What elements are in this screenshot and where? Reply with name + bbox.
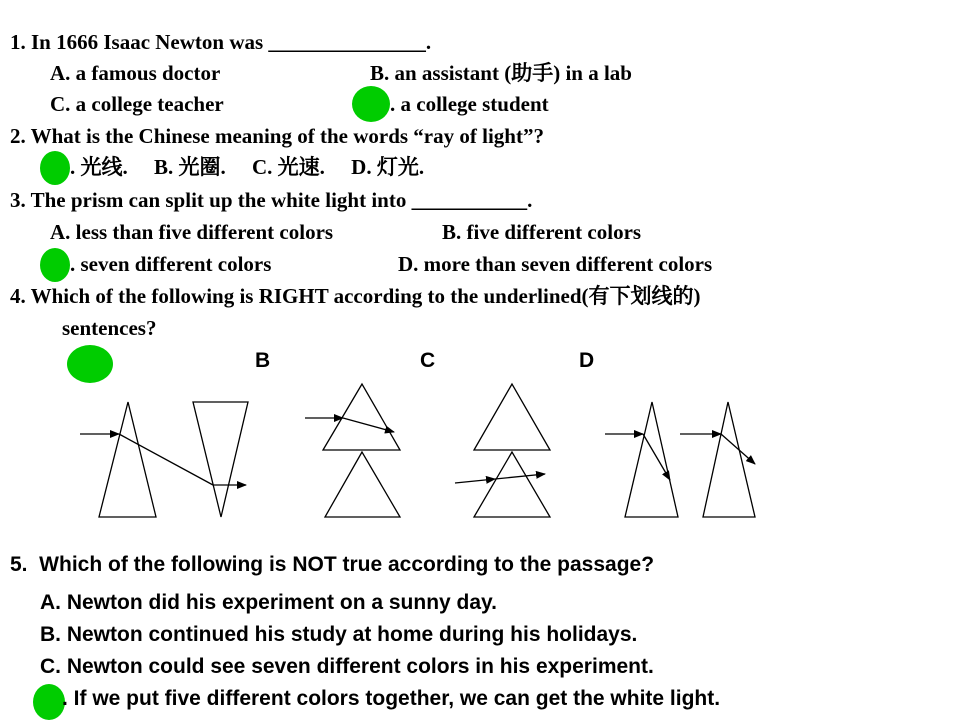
answer-marker [33, 684, 65, 720]
q2-options[interactable]: . 光线. B. 光圈. C. 光速. D. 灯光. [70, 155, 425, 179]
q5-option-c[interactable]: C. Newton could see seven different colors in his experiment. [40, 655, 654, 678]
prism [323, 384, 400, 450]
q1-option-c[interactable]: C. a college teacher [50, 92, 224, 116]
prism [474, 384, 550, 450]
q5-option-d[interactable]: . If we put five different colors together, we can get the white light. [62, 687, 721, 710]
prism [99, 402, 156, 517]
refracted-ray [119, 434, 213, 485]
question-5: 5. Which of the following is NOT true according to the passage? [10, 553, 655, 576]
prism-diagram-d [605, 402, 755, 517]
prism [325, 452, 400, 517]
option-label-c[interactable]: C [420, 349, 436, 372]
prism [703, 402, 755, 517]
exit-ray-arrow [721, 434, 755, 464]
q3-option-a[interactable]: A. less than five different colors [50, 220, 334, 244]
exit-ray-arrow [643, 434, 670, 480]
q1-option-b[interactable]: B. an assistant (助手) in a lab [370, 61, 632, 85]
q1-option-d[interactable]: . a college student [390, 92, 549, 116]
q5-option-b[interactable]: B. Newton continued his study at home during his holidays. [40, 623, 638, 646]
prism [474, 452, 550, 517]
prism-diagram-c [455, 384, 550, 517]
q3-option-d[interactable]: D. more than seven different colors [398, 252, 713, 276]
prism-inverted [193, 402, 248, 517]
prism-diagram-b [305, 384, 400, 517]
question-4-continued: sentences? [62, 316, 157, 340]
q3-option-c[interactable]: . seven different colors [70, 252, 272, 276]
q3-option-b[interactable]: B. five different colors [442, 220, 642, 244]
prism-diagram-a [80, 402, 248, 517]
exit-ray-arrow [495, 474, 545, 479]
question-2: 2. What is the Chinese meaning of the words “ray of light”? [10, 124, 544, 148]
question-4: 4. Which of the following is RIGHT according to the underlined(有下划线的) [10, 284, 701, 308]
q5-option-a[interactable]: A. Newton did his experiment on a sunny day. [40, 591, 498, 614]
incident-ray-arrow [455, 479, 495, 483]
question-1: 1. In 1666 Isaac Newton was _______________. [10, 30, 432, 54]
q1-option-a[interactable]: A. a famous doctor [50, 61, 221, 85]
option-label-d[interactable]: D [579, 349, 595, 372]
option-label-b[interactable]: B [255, 349, 271, 372]
prism [625, 402, 678, 517]
question-3: 3. The prism can split up the white light into ___________. [10, 188, 533, 212]
